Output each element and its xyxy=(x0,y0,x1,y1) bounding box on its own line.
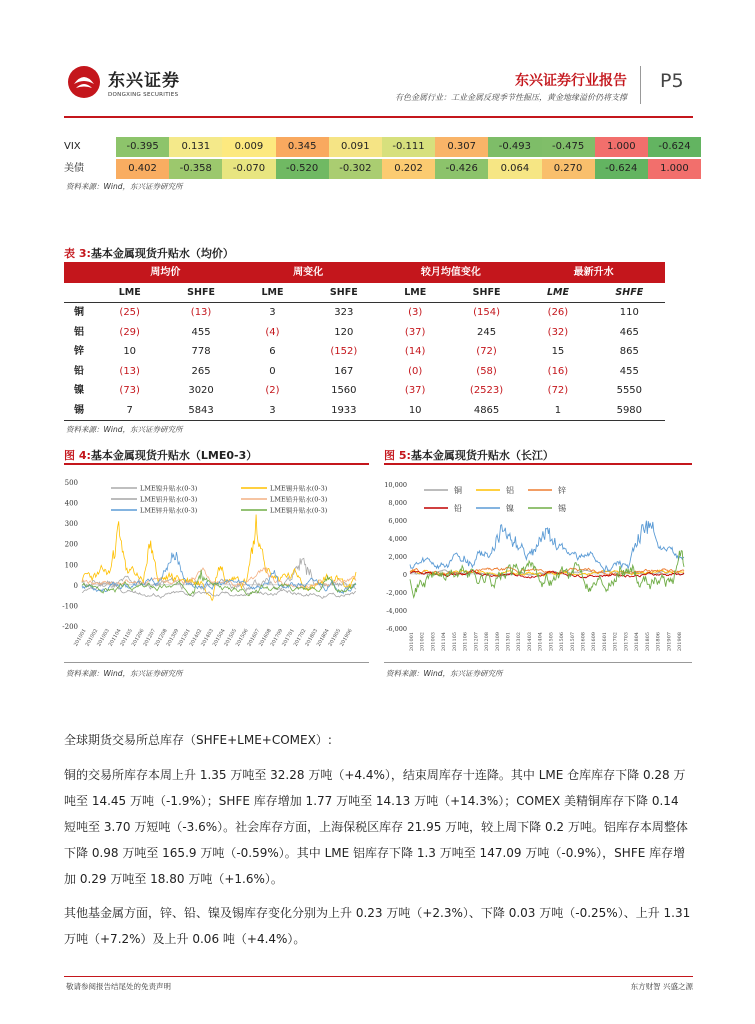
correlation-row xyxy=(64,137,701,157)
correlation-cell: -0.358 xyxy=(169,159,222,179)
metal-label: 铝 xyxy=(74,326,84,338)
table-cell: (25) xyxy=(119,307,140,318)
table-row xyxy=(64,381,665,401)
table-cell: (3) xyxy=(408,307,423,318)
x-tick-label: 201505 xyxy=(223,628,239,648)
legend-label: 铜 xyxy=(454,486,462,495)
metal-label: 镍 xyxy=(74,385,84,396)
report-title: 东兴证券行业报告 xyxy=(515,73,627,89)
metal-label: 锌 xyxy=(74,346,84,357)
correlation-cell: 0.270 xyxy=(542,159,595,179)
metal-label: 铅 xyxy=(74,365,84,377)
logo-emblem-icon xyxy=(66,64,102,100)
correlation-source: 资料来源：Wind，东兴证券研究所 xyxy=(66,182,183,191)
table-cell: (32) xyxy=(547,326,569,338)
y-tick-label: -2,000 xyxy=(386,589,407,597)
x-tick-label: 201908 xyxy=(677,632,683,652)
correlation-cell: -0.475 xyxy=(542,137,595,157)
x-tick-label: 201609 xyxy=(591,632,598,652)
x-tick-label: 201709 xyxy=(269,628,285,648)
table-cell: (4) xyxy=(265,326,280,338)
x-tick-label: 201601 xyxy=(601,632,608,652)
table-row xyxy=(64,401,665,421)
x-tick-label: 201001 xyxy=(72,628,88,648)
footer-rule xyxy=(64,976,693,977)
x-tick-label: 201907 xyxy=(666,632,673,652)
table-cell: 3 xyxy=(269,404,276,416)
table-cell: 167 xyxy=(334,365,354,377)
page-header xyxy=(0,0,755,118)
footer-disclaimer: 敬请参阅报告结尾处的免责声明 xyxy=(66,982,171,991)
metal-label: 铜 xyxy=(74,307,84,318)
table-cell: 5980 xyxy=(616,404,643,416)
x-tick-label: 201805 xyxy=(644,632,651,652)
x-tick-label: 201506 xyxy=(559,632,566,652)
paragraph-copper-aluminum: 铜的交易所库存本周上升 1.35 万吨至 32.28 万吨（+4.4%），结束周库存十连降。其中 LME 仓库库存下降 0.28 万吨至 14.45 万吨（-1.9%）；SHFE 库存增加 1.77 万吨至 14.13 万吨（+14.3%）；COMEX 美精铜库存下降 0.14 短吨至 3.70 万短吨（-3.6%）。社会库存方面，上海保税区库存 21.95 万吨，较上周下降 0.2 万吨。铝库存本周整体下降 0.98 万吨至 165.9 万吨（-0.59%）。其中 LME 铝库存下降 1.3 万吨至 147.09 万吨（-0.9%），SHFE 库存增加 0.29 万吨至 18.80 万吨（+1.6%）。 xyxy=(64,768,688,886)
table-cell: (72) xyxy=(476,346,497,357)
table-cell: 778 xyxy=(191,346,211,357)
table-cell: 1560 xyxy=(331,385,357,396)
correlation-row-label: 美债 xyxy=(64,163,84,174)
table-row xyxy=(64,362,665,382)
figure5-title-rule xyxy=(384,463,692,465)
table-cell: 5550 xyxy=(616,385,643,396)
y-tick-label: 8,000 xyxy=(388,499,407,507)
x-tick-label: 201403 xyxy=(526,632,533,652)
spot-premium-table xyxy=(64,262,665,420)
x-tick-label: 201906 xyxy=(338,628,354,648)
x-tick-label: 201002 xyxy=(84,628,100,648)
correlation-cell: -0.624 xyxy=(648,137,701,157)
report-subtitle: 有色金属行业：工业金属反现季节性掘压，黄金地缘溢价仍将支撑 xyxy=(395,93,627,102)
figure5-title-prefix: 图 5: xyxy=(384,449,411,462)
legend-label: LME锡升贴水(0-3) xyxy=(270,484,328,493)
subheader-cell: LME xyxy=(546,287,569,298)
legend-label: 铅 xyxy=(454,504,462,513)
x-tick-label: 201701 xyxy=(281,628,296,648)
table3-group-header xyxy=(64,262,665,283)
table-cell: (2523) xyxy=(469,385,504,396)
table-cell: 10 xyxy=(123,346,137,357)
table-cell: (2) xyxy=(265,385,280,396)
legend-label: 锡 xyxy=(558,504,566,513)
company-logo xyxy=(66,64,180,100)
table-cell: (152) xyxy=(330,346,358,357)
x-tick-label: 201105 xyxy=(119,628,134,648)
group-weekly-change: 周变化 xyxy=(237,262,380,283)
paragraph-inventory-heading: 全球期货交易所总库存（SHFE+LME+COMEX）: xyxy=(64,733,332,747)
table-cell: 10 xyxy=(408,404,422,416)
x-tick-label: 201507 xyxy=(569,632,576,652)
x-tick-label: 201804 xyxy=(315,628,331,648)
correlation-cell: -0.426 xyxy=(435,159,488,179)
table-row xyxy=(64,303,665,323)
table-cell: (13) xyxy=(119,365,140,377)
correlation-cell: 0.131 xyxy=(169,137,222,157)
table-cell: (26) xyxy=(547,307,569,318)
x-tick-label: 201002 xyxy=(419,632,426,652)
x-tick-label: 201001 xyxy=(409,632,415,652)
table-cell: 3 xyxy=(269,307,276,318)
legend-label: LME铝升贴水(0-3) xyxy=(140,495,198,504)
header-divider xyxy=(640,66,641,104)
series-line xyxy=(82,515,356,601)
x-tick-label: 201702 xyxy=(292,628,308,648)
y-tick-label: -100 xyxy=(62,602,78,611)
figure4-title xyxy=(64,447,257,463)
metal-label: 锡 xyxy=(74,404,84,416)
subheader-cell: LME xyxy=(404,287,427,298)
correlation-cell: -0.395 xyxy=(116,137,169,157)
x-tick-label: 201905 xyxy=(327,628,343,648)
page-number: P5 xyxy=(660,70,684,92)
table-cell: 1 xyxy=(554,404,562,416)
table-cell: 110 xyxy=(619,307,639,318)
table-cell: 323 xyxy=(334,307,354,318)
table3-sub-corner xyxy=(64,283,94,302)
y-tick-label: 100 xyxy=(64,561,78,570)
footer-slogan: 东方财智 兴盛之源 xyxy=(630,982,693,991)
table-cell: 6 xyxy=(269,346,276,357)
x-tick-label: 201608 xyxy=(258,628,273,648)
figure5-title-text: 基本金属现货升贴水（长江） xyxy=(410,449,554,462)
y-tick-label: 0 xyxy=(73,581,78,590)
correlation-cell: -0.493 xyxy=(488,137,541,157)
x-tick-label: 201207 xyxy=(473,632,480,652)
y-tick-label: 500 xyxy=(64,479,78,487)
table-cell: (58) xyxy=(476,365,497,377)
x-tick-label: 201301 xyxy=(177,628,192,648)
x-tick-label: 201806 xyxy=(655,632,662,652)
x-tick-label: 201404 xyxy=(537,632,544,652)
y-tick-label: -6,000 xyxy=(386,625,407,633)
y-tick-label: 0 xyxy=(402,571,407,579)
table-cell: 0 xyxy=(269,365,276,377)
x-tick-label: 201003 xyxy=(96,628,111,648)
table-cell: 3020 xyxy=(188,385,214,396)
table-cell: 465 xyxy=(619,326,639,338)
series-line xyxy=(82,552,356,593)
subheader-cell: LME xyxy=(118,287,141,298)
x-tick-label: 201309 xyxy=(494,632,501,652)
correlation-cell: -0.070 xyxy=(222,159,275,179)
correlation-cell: 1.000 xyxy=(595,137,648,157)
x-tick-label: 201104 xyxy=(107,628,123,648)
header-rule xyxy=(64,116,693,118)
x-tick-label: 201505 xyxy=(548,632,555,652)
table-cell: (0) xyxy=(408,365,423,377)
group-vs-monthly: 较月均值变化 xyxy=(380,262,523,283)
logo-english-name: DONGXING SECURITIES xyxy=(108,92,179,98)
logo-chinese-name: 东兴证券 xyxy=(108,71,180,91)
table-cell: 265 xyxy=(191,365,211,377)
figure4-title-prefix: 图 4: xyxy=(64,449,91,462)
legend-label: 铝 xyxy=(506,486,514,495)
y-tick-label: 400 xyxy=(64,499,78,508)
legend-label: LME铅升贴水(0-3) xyxy=(270,495,328,504)
correlation-table xyxy=(64,137,701,181)
figure4-chart xyxy=(56,470,366,660)
x-tick-label: 201506 xyxy=(234,628,250,648)
correlation-cell: -0.111 xyxy=(382,137,435,157)
correlation-cell: 1.000 xyxy=(648,159,701,179)
table-row xyxy=(64,342,665,362)
subheader-cell: SHFE xyxy=(187,287,215,298)
legend-label: LME铜升贴水(0-3) xyxy=(270,506,328,515)
x-tick-label: 201607 xyxy=(246,628,262,648)
figure5-bottom-rule xyxy=(384,662,692,663)
x-tick-label: 201106 xyxy=(462,632,469,652)
group-latest-premium: 最新升水 xyxy=(522,262,665,283)
x-tick-label: 201804 xyxy=(634,632,641,652)
x-tick-label: 201207 xyxy=(142,628,158,648)
x-tick-label: 201003 xyxy=(430,632,437,652)
table3-title xyxy=(64,245,234,261)
correlation-cell: 0.202 xyxy=(382,159,435,179)
subheader-cell: SHFE xyxy=(329,287,358,298)
x-tick-label: 201301 xyxy=(505,632,512,652)
x-tick-label: 201702 xyxy=(612,632,619,652)
correlation-row xyxy=(64,159,701,179)
x-tick-label: 201104 xyxy=(441,632,448,652)
correlation-cell: 0.307 xyxy=(435,137,488,157)
x-tick-label: 201302 xyxy=(516,632,523,652)
table-cell: (37) xyxy=(404,385,426,396)
legend-label: LME锌升贴水(0-3) xyxy=(140,506,198,515)
table-cell: 4865 xyxy=(473,404,500,416)
table-cell: (72) xyxy=(547,385,569,396)
y-tick-label: 2,000 xyxy=(388,553,407,561)
correlation-cell: 0.345 xyxy=(276,137,329,157)
table3-bottom-rule xyxy=(64,420,665,421)
table-cell: (14) xyxy=(404,346,426,357)
x-tick-label: 201206 xyxy=(130,628,146,648)
x-tick-label: 201803 xyxy=(304,628,320,648)
table-cell: (29) xyxy=(119,326,140,338)
legend-label: 锌 xyxy=(558,486,566,495)
subheader-cell: LME xyxy=(261,287,284,298)
x-tick-label: 201208 xyxy=(484,632,491,652)
subheader-cell: SHFE xyxy=(615,287,644,298)
table-cell: 245 xyxy=(477,326,497,338)
x-tick-label: 201105 xyxy=(451,632,458,652)
figure5-chart xyxy=(380,470,692,660)
table-cell: 1933 xyxy=(331,404,357,416)
table-cell: (13) xyxy=(190,307,212,318)
table-cell: 865 xyxy=(619,346,639,357)
correlation-cell: -0.520 xyxy=(276,159,329,179)
correlation-cell: 0.091 xyxy=(329,137,382,157)
y-tick-label: -200 xyxy=(62,623,78,631)
y-tick-label: 10,000 xyxy=(384,481,407,489)
y-tick-label: 300 xyxy=(64,520,78,529)
correlation-cell: 0.402 xyxy=(116,159,169,179)
legend-label: LME镍升贴水(0-3) xyxy=(140,484,198,493)
paragraph-other-metals: 其他基金属方面，锌、铅、镍及锡库存变化分别为上升 0.23 万吨（+2.3%）、下降 0.03 万吨（-0.25%）、上升 1.31 万吨（+7.2%）及上升 0.06 吨（+4.4%）。 xyxy=(64,906,691,946)
table-cell: 455 xyxy=(191,326,211,338)
table-cell: 5843 xyxy=(188,404,214,416)
figure4-bottom-rule xyxy=(64,662,369,663)
table-cell: 7 xyxy=(126,404,133,416)
table-cell: (16) xyxy=(547,365,569,377)
subheader-cell: SHFE xyxy=(472,287,501,298)
table3-sub-header xyxy=(64,283,665,303)
group-weekly-avg: 周均价 xyxy=(94,262,237,283)
x-tick-label: 201403 xyxy=(200,628,215,648)
x-tick-label: 201608 xyxy=(580,632,587,652)
table-cell: (73) xyxy=(119,385,140,396)
y-tick-label: 6,000 xyxy=(388,517,407,525)
legend-label: 镍 xyxy=(506,504,514,513)
table3-body xyxy=(64,303,665,420)
x-tick-label: 201703 xyxy=(623,632,630,652)
table3-title-prefix: 表 3: xyxy=(64,247,91,260)
figure4-title-rule xyxy=(64,463,369,465)
figure4-source: 资料来源：Wind，东兴证券研究所 xyxy=(66,669,183,678)
x-tick-label: 201504 xyxy=(211,628,227,648)
y-tick-label: -4,000 xyxy=(386,607,407,615)
correlation-cell: 0.009 xyxy=(222,137,275,157)
table3-title-text: 基本金属现货升贴水（均价） xyxy=(90,247,234,260)
table-cell: 15 xyxy=(551,346,565,357)
y-tick-label: 4,000 xyxy=(388,535,407,543)
x-tick-label: 201208 xyxy=(153,628,169,648)
table3-corner xyxy=(64,262,94,283)
figure4-title-text: 基本金属现货升贴水（LME0-3） xyxy=(90,449,258,462)
correlation-row-label: VIX xyxy=(64,141,81,152)
table-row xyxy=(64,323,665,343)
series-line xyxy=(410,521,684,572)
table-cell: (37) xyxy=(404,326,426,338)
figure5-title xyxy=(384,447,554,463)
table-cell: 455 xyxy=(619,365,639,377)
table3-source: 资料来源：Wind，东兴证券研究所 xyxy=(66,425,183,434)
correlation-cell: -0.302 xyxy=(329,159,382,179)
table-cell: (154) xyxy=(473,307,500,318)
figure5-source: 资料来源：Wind，东兴证券研究所 xyxy=(386,669,503,678)
x-tick-label: 201309 xyxy=(165,628,181,648)
x-tick-label: 201402 xyxy=(188,628,204,648)
y-tick-label: 200 xyxy=(64,540,78,549)
correlation-cell: -0.624 xyxy=(595,159,648,179)
table-cell: 120 xyxy=(334,326,354,338)
correlation-cell: 0.064 xyxy=(488,159,541,179)
